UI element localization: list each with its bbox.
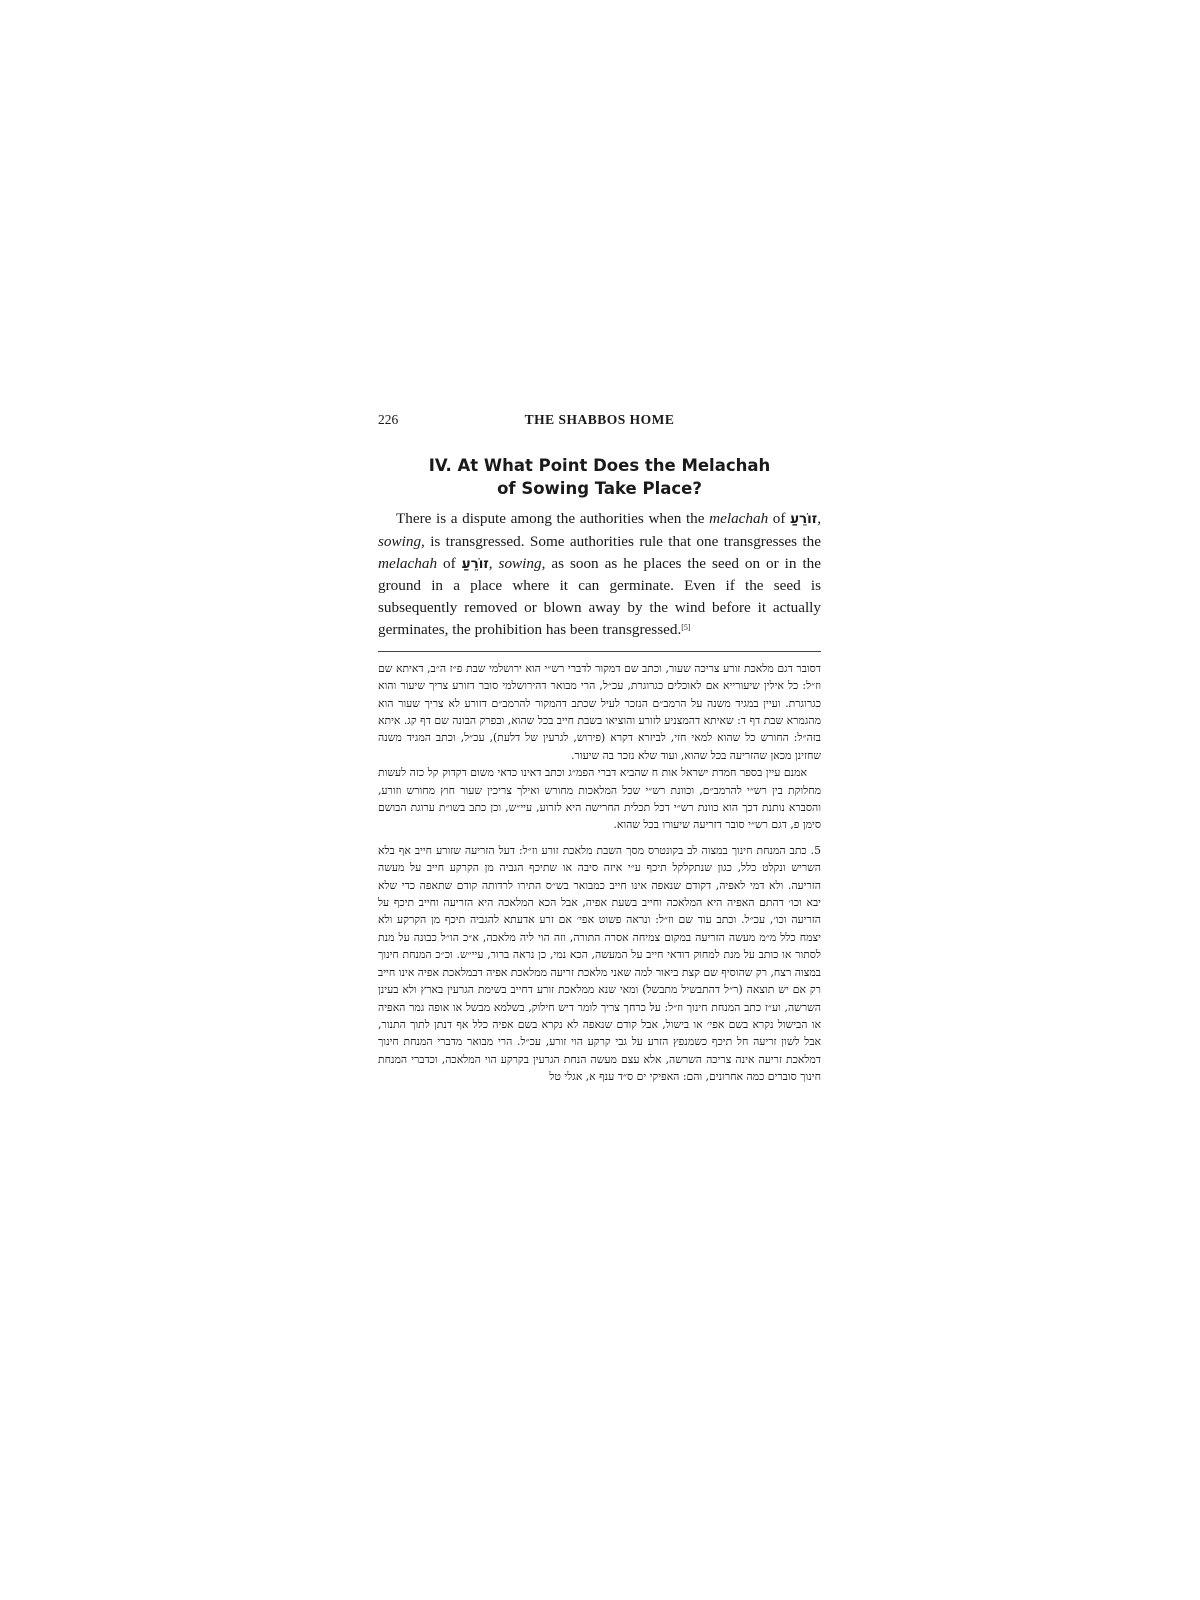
- body-italic-melachah: melachah: [709, 510, 769, 527]
- running-title: THE SHABBOS HOME: [524, 412, 675, 427]
- section-heading-line-2: of Sowing Take Place?: [497, 479, 702, 498]
- body-text-3: ,: [817, 510, 822, 527]
- running-header: [378, 412, 821, 434]
- body-italic-melachah-2: melachah: [378, 554, 438, 572]
- body-italic-sowing-2: sowing: [498, 554, 542, 572]
- footnote-continuation: [378, 660, 821, 834]
- book-page: [378, 412, 821, 1086]
- footnote-paragraph: 5. כתב המנחת חינוך במצוה לב בקונטרס מסך השבת מלאכת זורע וז״ל: דעל הזריעה שזורע חייב אף בלא השריש ונקלט כלל, כגון שנתקלקל תיכף ע״י איזה סיבה או שתיכף הגביה מן הקרקע חייב על מעשה הזריעה. ולא דמי לאפיה, דקודם שנאפה אינו חייב כמבואר בש״ס התירו לרדותה קודם שתאפה כדי שלא יבא וכו׳ דהתם האפיה היא המלאכה וחייב בשעת אפיה, אבל הכא המלאכה היא הזריעה וחייב תיכף על הזריעה וכו׳, עכ״ל. וכתב עוד שם וז״ל: ונראה פשוט אפי׳ אם זרע אדעתא להגביה תיכף מן הקרקע ולא יצמח כלל מ״מ מעשה הזריעה במקום צמיחה אסרה התורה, וזה הוי ליה מלאכה, א״כ הו״ל כבונה על מנת לסתור או כותב על מנת למחוק דודאי חייב על המעשה, הכא נמי, כן נראה ברור, עיי״ש. וכ״כ המנחת חינוך במצוה רצח, רק שהוסיף שם קצת ביאור למה שאני מלאכת זריעה ממלאכת אפיה דבמלאכת אפיה אינו חייב רק אם יש תוצאה (ר״ל דהתבשיל מתבשל) ומאי שנא ממלאכת זורע דחייב בשימת הגרעין בארץ ולא בעינן השרשה, וע״ז כתב המנחת חינוך וז״ל: על כרחך צריך לומר דיש חילוק, בשלמא מבשל או אופה גמר האפיה או הבישול נקרא בשם אפי׳ או בישול, אבל קודם שנאפה לא נקרא בשם אפיה כלל אף דנתן לתוך התנור, אבל לשון זריעה חל תיכף כשמנפץ הזרע על גבי קרקע הוי זורע, עכ״ל. הרי מבואר מדברי המנחת חינוך דמלאכת זריעה אינה צריכה השרשה, אלא עצם מעשה הנחת הגרעין בקרקע הוי המלאכה, וכדברי המנחת חינוך סוברים כמה אחרונים, והם: האפיקי ים ס״ד ענף א, אגלי טל: [378, 843, 822, 1084]
- footnote-5: [378, 842, 821, 1086]
- section-heading: [378, 454, 821, 500]
- body-paragraph: [378, 508, 821, 641]
- section-heading-line-1: IV. At What Point Does the Melachah: [428, 456, 771, 475]
- footnote-reference[interactable]: [5]: [681, 622, 691, 632]
- footnote-paragraph: אמנם עיין בספר חמדת ישראל אות ח שהביא דברי הפמ״ג וכתב דאינו כדאי משום דקדוק קל כזה לעשות מחלוקת בין רש״י להרמב״ם, וכוונת רש״י שכל המלאכות מחורש ואילך צריכין שעור חוץ מחורש וזורע, והסברא נותנת דכך הוא כוונת רש״י דכל תכלית החרישה היא לזרוע, עיי״ש, וכן כתב בשו״ת ערוגת הבושם סימן פ, דגם רש״י סובר דזריעה שיעורו בכל שהוא.: [378, 766, 821, 832]
- footnotes: [378, 660, 821, 1086]
- body-text-7: , as soon as he places the seed on or in the ground in a place where it can germinate. Even if the seed is subsequently removed or blown away by the wind before it actually germinates, the prohibition has been transgressed.: [378, 554, 821, 638]
- body-text-6: ,: [488, 554, 499, 572]
- body-text-5: of: [437, 554, 462, 572]
- body-text-1: There is a dispute among the authorities when the: [396, 510, 710, 527]
- footnote-paragraph: דסובר דגם מלאכת זורע צריכה שעור, וכתב שם דמקור לדברי רש״י הוא ירושלמי שבת פ״ז ה״ב, דאיתא שם וז״ל: כל אילין שיעורייא אם לאוכלים כגרוגרת, עכ״ל, הרי מבואר דהירושלמי סובר דזורע צריך שיעור והוא כגרוגרת. ועיין במגיד משנה על הרמב״ם הנזכר לעיל שכתב דהמקור להרמב״ם דזורע לא צריך שעור הוא מהגמרא שבת דף ד: שאיתא דהמצניע לזורע והוציאו בשבת חייב בכל שהוא, ובפרק הבונה שם דף קג. איתא בזה״ל: החורש כל שהוא למאי חזי, לביזרא דקרא (פירוש, לגרעין של דלעת), עכ״ל, וכתב המגיד משנה שחזינן מכאן שהזריעה בכל שהוא, ועוד שלא נזכר בה שיעור.: [378, 661, 821, 762]
- body-text-4: , is transgressed. Some authorities rule that one transgresses the: [421, 532, 821, 550]
- body-text-2: of: [768, 510, 791, 527]
- page-number: 226: [378, 412, 399, 427]
- hebrew-term: זוֹרֵעַ: [790, 511, 818, 527]
- footnote-divider: [378, 651, 821, 652]
- body-italic-sowing: sowing: [378, 532, 422, 550]
- hebrew-term-2: זוֹרֵעַ: [461, 555, 489, 572]
